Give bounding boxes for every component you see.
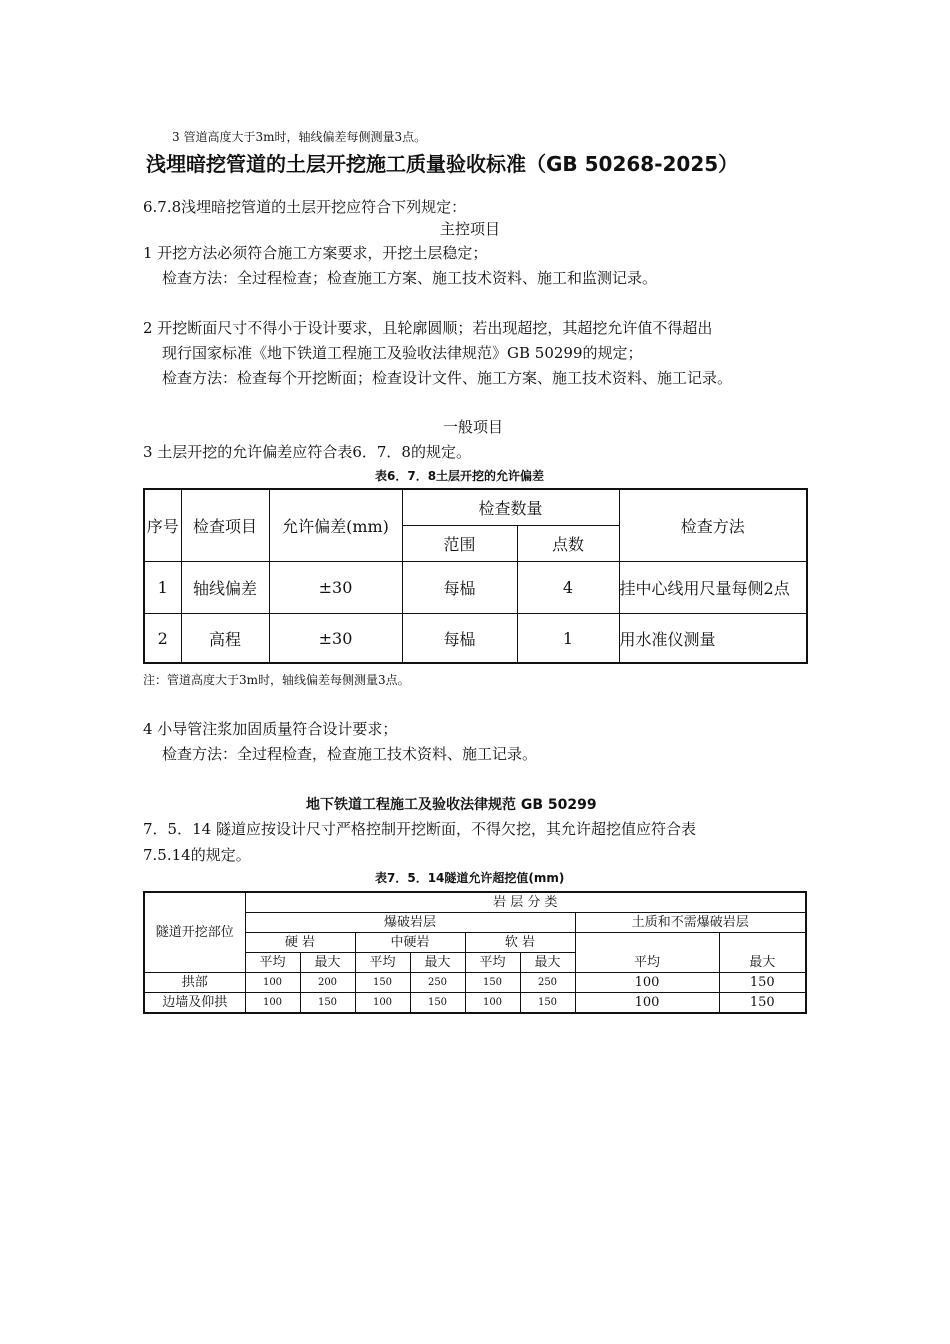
cell-value: 150	[355, 973, 410, 993]
header-soil-avg: 平均	[575, 933, 719, 973]
item-2-line1: 2 开挖断面尺寸不得小于设计要求，且轮廓圆顺；若出现超挖，其超挖允许值不得超出	[143, 319, 713, 337]
cell-value: 150	[410, 993, 465, 1014]
cell-item: 轴线偏差	[181, 562, 269, 614]
header-points: 点数	[517, 526, 619, 562]
item-1-check: 检查方法：全过程检查；检查施工方案、施工技术资料、施工和监测记录。	[162, 269, 658, 287]
item-3: 3 土层开挖的允许偏差应符合表6．7．8的规定。	[143, 443, 471, 461]
header-rock-class: 岩 层 分 类	[245, 892, 806, 913]
cell-method: 用水准仪测量	[619, 614, 807, 664]
cell-part: 边墙及仰拱	[144, 993, 245, 1014]
header-method: 检查方法	[619, 489, 807, 562]
cell-range: 每榀	[402, 562, 517, 614]
cell-value: 150	[520, 993, 575, 1014]
cell-no: 1	[144, 562, 181, 614]
header-hard-avg: 平均	[245, 953, 300, 973]
header-tolerance: 允许偏差(mm)	[269, 489, 402, 562]
header-hard-max: 最大	[300, 953, 355, 973]
cell-value: 250	[410, 973, 465, 993]
cell-item: 高程	[181, 614, 269, 664]
header-range: 范围	[402, 526, 517, 562]
cell-part: 拱部	[144, 973, 245, 993]
page-title: 浅埋暗挖管道的土层开挖施工质量验收标准（GB 50268-2025）	[146, 152, 739, 176]
section2-title: 地下铁道工程施工及验收法律规范 GB 50299	[306, 797, 597, 813]
table-row	[144, 562, 807, 614]
header-blasting: 爆破岩层	[245, 913, 575, 933]
cell-value: 100	[245, 993, 300, 1014]
header-soft-avg: 平均	[465, 953, 520, 973]
cell-value: 150	[465, 973, 520, 993]
header-soil-max: 最大	[719, 933, 806, 973]
overbreak-table	[143, 891, 807, 1014]
cell-value: 100	[575, 973, 719, 993]
cell-value: 100	[355, 993, 410, 1014]
cell-value: 200	[300, 973, 355, 993]
cell-tolerance: ±30	[269, 562, 402, 614]
header-soft: 软 岩	[465, 933, 575, 953]
header-soil: 土质和不需爆破岩层	[575, 913, 806, 933]
header-no: 序号	[144, 489, 181, 562]
cell-value: 100	[575, 993, 719, 1014]
cell-tolerance: ±30	[269, 614, 402, 664]
cell-range: 每榀	[402, 614, 517, 664]
cell-value: 150	[719, 993, 806, 1014]
header-quantity: 检查数量	[402, 489, 619, 526]
header-medium-max: 最大	[410, 953, 465, 973]
item-2-check: 检查方法：检查每个开挖断面；检查设计文件、施工方案、施工技术资料、施工记录。	[162, 369, 733, 387]
clause2-line2: 7.5.14的规定。	[143, 846, 251, 864]
table2-caption: 表7．5．14隧道允许超挖值(mm)	[375, 871, 565, 885]
table-row	[144, 614, 807, 664]
item-4: 4 小导管注浆加固质量符合设计要求；	[143, 720, 398, 738]
clause-intro: 6.7.8浅埋暗挖管道的土层开挖应符合下列规定：	[143, 198, 467, 216]
top-note: 3 管道高度大于3m时，轴线偏差每侧测量3点。	[172, 130, 427, 144]
cell-points: 1	[517, 614, 619, 664]
cell-value: 150	[719, 973, 806, 993]
general-items-heading: 一般项目	[443, 418, 504, 436]
cell-value: 100	[465, 993, 520, 1014]
clause2-line1: 7．5．14 隧道应按设计尺寸严格控制开挖断面，不得欠挖，其允许超挖值应符合表	[143, 820, 696, 838]
cell-method: 挂中心线用尺量每侧2点	[619, 562, 807, 614]
header-medium-avg: 平均	[355, 953, 410, 973]
table1-note: 注：管道高度大于3m时，轴线偏差每侧测量3点。	[143, 673, 410, 687]
header-medium: 中硬岩	[355, 933, 465, 953]
item-2-line2: 现行国家标准《地下铁道工程施工及验收法律规范》GB 50299的规定；	[162, 344, 643, 362]
tolerance-table	[143, 488, 808, 664]
table1-caption: 表6．7．8土层开挖的允许偏差	[375, 469, 545, 483]
item-1: 1 开挖方法必须符合施工方案要求，开挖土层稳定；	[143, 244, 488, 262]
header-part: 隧道开挖部位	[144, 892, 245, 973]
cell-no: 2	[144, 614, 181, 664]
header-item: 检查项目	[181, 489, 269, 562]
cell-points: 4	[517, 562, 619, 614]
header-hard: 硬 岩	[245, 933, 355, 953]
cell-value: 100	[245, 973, 300, 993]
main-items-heading: 主控项目	[440, 220, 501, 238]
header-soft-max: 最大	[520, 953, 575, 973]
table-row	[144, 993, 806, 1014]
cell-value: 150	[300, 993, 355, 1014]
cell-value: 250	[520, 973, 575, 993]
item-4-check: 检查方法：全过程检查，检查施工技术资料、施工记录。	[162, 745, 538, 763]
table-row	[144, 973, 806, 993]
